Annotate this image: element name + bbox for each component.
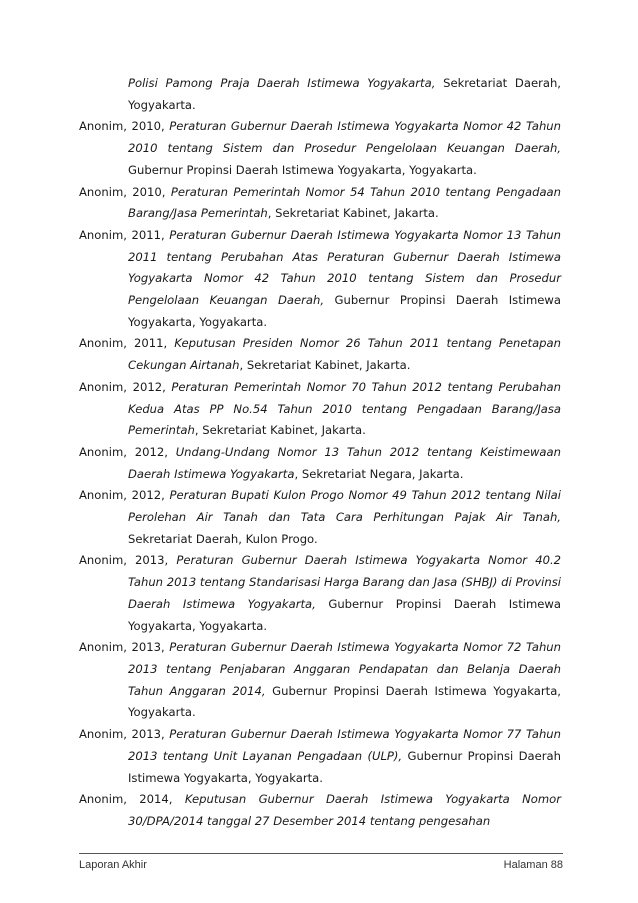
- reference-publisher: Gubernur Propinsi Daerah Istimewa Yogyakarta, Yogyakarta.: [128, 596, 561, 633]
- reference-year: 2012,: [126, 488, 170, 503]
- reference-entry: [79, 724, 561, 789]
- reference-year: 2012,: [126, 379, 172, 394]
- reference-publisher: Sekretariat Daerah, Yogyakarta.: [128, 76, 561, 112]
- reference-title: Keputusan Gubernur Daerah Istimewa Yogyakarta Nomor 30/DPA/2014 tanggal 27 Desember 2014 tentang pengesahan: [128, 792, 562, 828]
- reference-author: Anonim,: [79, 640, 127, 655]
- reference-publisher: Gubernur Propinsi Daerah Istimewa Yogyakarta, Yogyakarta.: [128, 162, 477, 177]
- reference-year: 2013,: [126, 727, 170, 742]
- reference-publisher: , Sekretariat Kabinet, Jakarta.: [239, 358, 411, 373]
- reference-author: Anonim,: [79, 727, 127, 742]
- reference-list: [79, 73, 561, 833]
- reference-author: Anonim,: [79, 792, 127, 807]
- reference-entry: [79, 182, 561, 225]
- reference-entry: [79, 116, 561, 181]
- reference-author: Anonim,: [79, 119, 127, 134]
- reference-author: Anonim,: [79, 336, 127, 351]
- reference-author: Anonim,: [79, 444, 127, 459]
- reference-publisher: Gubernur Propinsi Daerah Istimewa Yogyakarta, Yogyakarta.: [128, 748, 561, 785]
- reference-author: Anonim,: [79, 553, 127, 568]
- reference-author: Anonim,: [79, 184, 127, 199]
- reference-title: Peraturan Gubernur Daerah Istimewa Yogyakarta Nomor 40.2 Tahun 2013 tentang Standarisasi Harga Barang dan Jasa (SHBJ) di Provinsi Daerah Istimewa Yogyakarta,: [128, 553, 562, 611]
- reference-entry: [79, 225, 561, 334]
- reference-entry: [79, 333, 561, 376]
- reference-publisher: , Sekretariat Kabinet, Jakarta.: [194, 423, 366, 438]
- reference-year: 2014,: [126, 792, 185, 807]
- footer-page-number: Halaman 88: [503, 859, 563, 871]
- reference-entry: [79, 637, 561, 724]
- reference-year: 2011,: [126, 227, 170, 242]
- reference-year: 2013,: [126, 640, 170, 655]
- reference-title: Keputusan Presiden Nomor 26 Tahun 2011 tentang Penetapan Cekungan Airtanah: [128, 336, 561, 373]
- reference-year: 2011,: [126, 336, 175, 351]
- reference-title: Peraturan Gubernur Daerah Istimewa Yogyakarta Nomor 77 Tahun 2013 tentang Unit Layanan Pengadaan (ULP),: [128, 727, 561, 763]
- reference-publisher: Sekretariat Daerah, Kulon Progo.: [128, 531, 318, 546]
- reference-publisher: , Sekretariat Negara, Jakarta.: [294, 466, 464, 481]
- reference-year: 2010,: [126, 184, 171, 199]
- reference-title: Peraturan Bupati Kulon Progo Nomor 49 Tahun 2012 tentang Nilai Perolehan Air Tanah dan Tata Cara Perhitungan Pajak Air Tanah,: [128, 488, 561, 525]
- reference-publisher: Gubernur Propinsi Daerah Istimewa Yogyakarta, Yogyakarta.: [128, 293, 562, 329]
- reference-publisher: Gubernur Propinsi Daerah Istimewa Yogyakarta, Yogyakarta.: [128, 683, 561, 720]
- reference-year: 2013,: [126, 553, 177, 568]
- reference-title: Peraturan Pemerintah Nomor 70 Tahun 2012 tentang Perubahan Kedua Atas PP No.54 Tahun 2010 tentang Pengadaan Barang/Jasa Pemerintah: [128, 379, 561, 438]
- reference-entry: [79, 789, 561, 832]
- reference-entry: [79, 485, 561, 550]
- reference-publisher: , Sekretariat Kabinet, Jakarta.: [267, 206, 439, 221]
- reference-author: Anonim,: [79, 488, 127, 503]
- page-footer: [79, 853, 563, 871]
- reference-title: Peraturan Gubernur Daerah Istimewa Yogyakarta Nomor 42 Tahun 2010 tentang Sistem dan Prosedur Pengelolaan Keuangan Daerah,: [128, 119, 561, 156]
- reference-entry: [79, 442, 561, 485]
- reference-entry: [79, 377, 561, 442]
- reference-title: Peraturan Gubernur Daerah Istimewa Yogyakarta Nomor 72 Tahun 2013 tentang Penjabaran Anggaran Pendapatan dan Belanja Daerah Tahun Anggaran 2014,: [128, 640, 561, 698]
- reference-entry: [79, 550, 561, 637]
- reference-entry: [79, 73, 561, 116]
- reference-author: Anonim,: [79, 379, 127, 394]
- reference-title: Peraturan Gubernur Daerah Istimewa Yogyakarta Nomor 13 Tahun 2011 tentang Perubahan Atas Peraturan Gubernur Daerah Istimewa Yogyakarta Nomor 42 Tahun 2010 tentang Sistem dan Prosedur Pengelolaan Keuangan Daerah,: [128, 227, 561, 308]
- reference-year: 2010,: [126, 119, 170, 134]
- reference-author: Anonim,: [79, 227, 127, 242]
- reference-title: Polisi Pamong Praja Daerah Istimewa Yogyakarta,: [128, 76, 436, 90]
- footer-document-title: Laporan Akhir: [79, 859, 147, 871]
- reference-title: Peraturan Pemerintah Nomor 54 Tahun 2010 tentang Pengadaan Barang/Jasa Pemerintah: [128, 184, 562, 221]
- reference-year: 2012,: [126, 444, 176, 459]
- reference-title: Undang-Undang Nomor 13 Tahun 2012 tentang Keistimewaan Daerah Istimewa Yogyakarta: [128, 444, 561, 481]
